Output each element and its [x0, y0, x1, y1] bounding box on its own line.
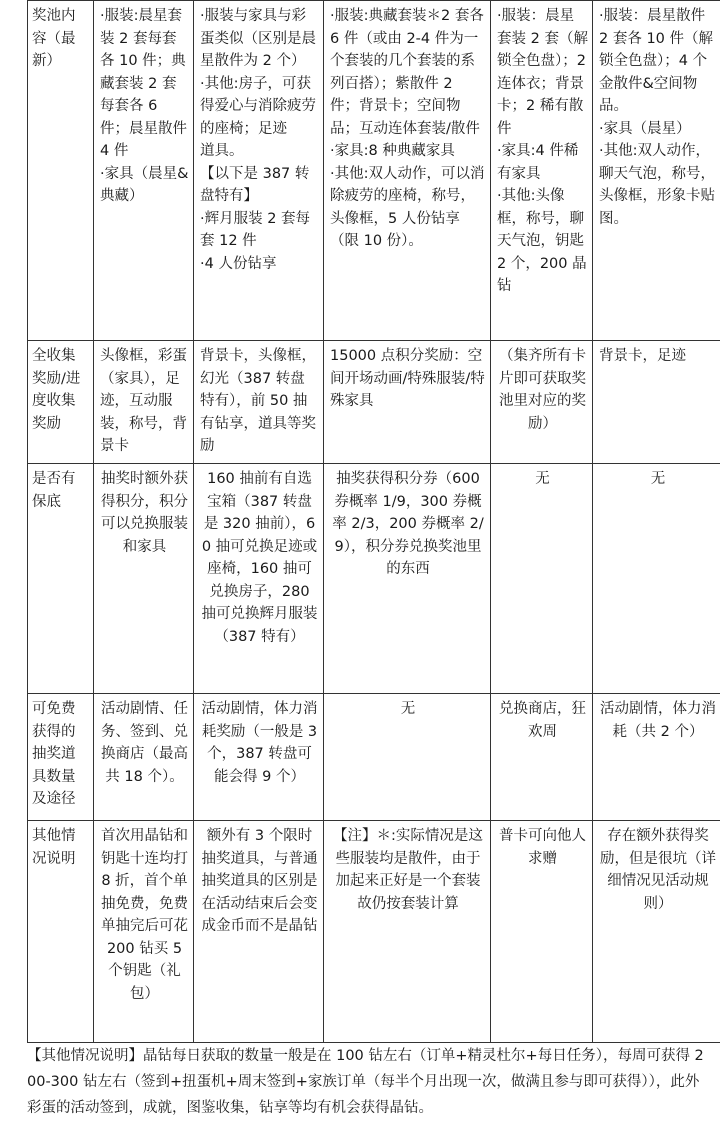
table-row: [28, 1, 720, 341]
table-cell: 无: [593, 464, 720, 694]
table-cell: 15000 点积分奖励：空间开场动画/特殊服装/特殊家具: [324, 341, 491, 464]
table-row: [28, 821, 720, 1043]
footnote-paragraph: 【其他情况说明】晶钻每日获取的数量一般是在 100 钻左右（订单+精灵杜尔+每日任务），每周可获得 200-300 钻左右（签到+扭蛋机+周末签到+家族订单（每半个月出现一次，做满且参与即可获得）），此外彩蛋的活动签到，成就，图鉴收集，钻享等均有机会获得晶钻。: [27, 1048, 704, 1116]
table-cell: 无: [324, 694, 491, 821]
table-cell: 活动剧情，体力消耗（共 2 个）: [593, 694, 720, 821]
table-cell: 存在额外获得奖励，但是很坑（详细情况见活动规则）: [593, 821, 720, 1043]
row-header-guarantee: 是否有保底: [28, 464, 94, 694]
table-cell: 抽奖获得积分券（600 券概率 1/9，300 券概率 2/3，200 券概率 2/9），积分券兑换奖池里的东西: [324, 464, 491, 694]
table-cell: 兑换商店，狂欢周: [491, 694, 593, 821]
table-cell: 活动剧情，体力消耗奖励（一般是 3 个，387 转盘可能会得 9 个）: [194, 694, 324, 821]
table-cell: 额外有 3 个限时抽奖道具，与普通抽奖道具的区别是在活动结束后会变成金币而不是晶钻: [194, 821, 324, 1043]
table-cell: 160 抽前有自选宝箱（387 转盘是 320 抽前），60 抽可兑换足迹或座椅，160 抽可兑换房子，280 抽可兑换辉月服装（387 特有）: [194, 464, 324, 694]
row-header-other-notes: 其他情况说明: [28, 821, 94, 1043]
table-row: [28, 341, 720, 464]
table-cell: 首次用晶钻和钥匙十连均打 8 折，首个单抽免费，免费单抽完后可花 200 钻买 5 个钥匙（礼包）: [94, 821, 194, 1043]
table-cell: （集齐所有卡片即可获取奖池里对应的奖励）: [491, 341, 593, 464]
table-cell: ·服装:典藏套装＊2 套各 6 件（或由 2-4 件为一个套装的几个套装的系列百搭）；紫散件 2 件；背景卡；空间物品；互动连体套装/散件 ·家具:8 种典藏家具 ·其他:双人动作，可以消除疲劳的座椅，称号，头像框，5 人份钻享（限 10 份）。: [324, 1, 491, 341]
table-cell: 背景卡，头像框，幻光（387 转盘特有），前 50 抽有钻享，道具等奖励: [194, 341, 324, 464]
table-cell: 普卡可向他人求赠: [491, 821, 593, 1043]
table-cell: 【注】＊:实际情况是这些服装均是散件，由于加起来正好是一个套装故仍按套装计算: [324, 821, 491, 1043]
table-row: [28, 694, 720, 821]
table-cell: 无: [491, 464, 593, 694]
table-cell: ·服装：晨星套装 2 套（解锁全色盘）；2 连体衣；背景卡；2 稀有散件 ·家具:4 件稀有家具 ·其他:头像框，称号，聊天气泡，钥匙 2 个，200 晶钻: [491, 1, 593, 341]
table-cell: ·服装:晨星套装 2 套每套各 10 件；典藏套装 2 套每套各 6 件；晨星散件 4 件 ·家具（晨星&典藏）: [94, 1, 194, 341]
table-cell: 抽奖时额外获得积分，积分可以兑换服装和家具: [94, 464, 194, 694]
table-cell: 背景卡，足迹: [593, 341, 720, 464]
table-row: [28, 464, 720, 694]
row-header-collection-rewards: 全收集奖励/进度收集奖励: [28, 341, 94, 464]
comparison-table: [27, 0, 720, 1043]
table-cell: ·服装与家具与彩蛋类似（区别是晨星散件为 2 个） ·其他:房子，可获得爱心与消除疲劳的座椅；足迹 道具。 【以下是 387 转盘特有】 ·辉月服装 2 套每套 12 件 ·4 人份钻享: [194, 1, 324, 341]
table-cell: 头像框，彩蛋（家具），足迹，互动服装，称号，背景卡: [94, 341, 194, 464]
table-cell: ·服装：晨星散件 2 套各 10 件（解锁全色盘）；4 个金散件&空间物品。 ·家具（晨星） ·其他:双人动作，聊天气泡，称号，头像框，形象卡贴图。: [593, 1, 720, 341]
row-header-pool-content: 奖池内容（最新）: [28, 1, 94, 341]
table-cell: 活动剧情、任务、签到、兑换商店（最高共 18 个）。: [94, 694, 194, 821]
row-header-free-draw-items: 可免费获得的抽奖道具数量及途径: [28, 694, 94, 821]
